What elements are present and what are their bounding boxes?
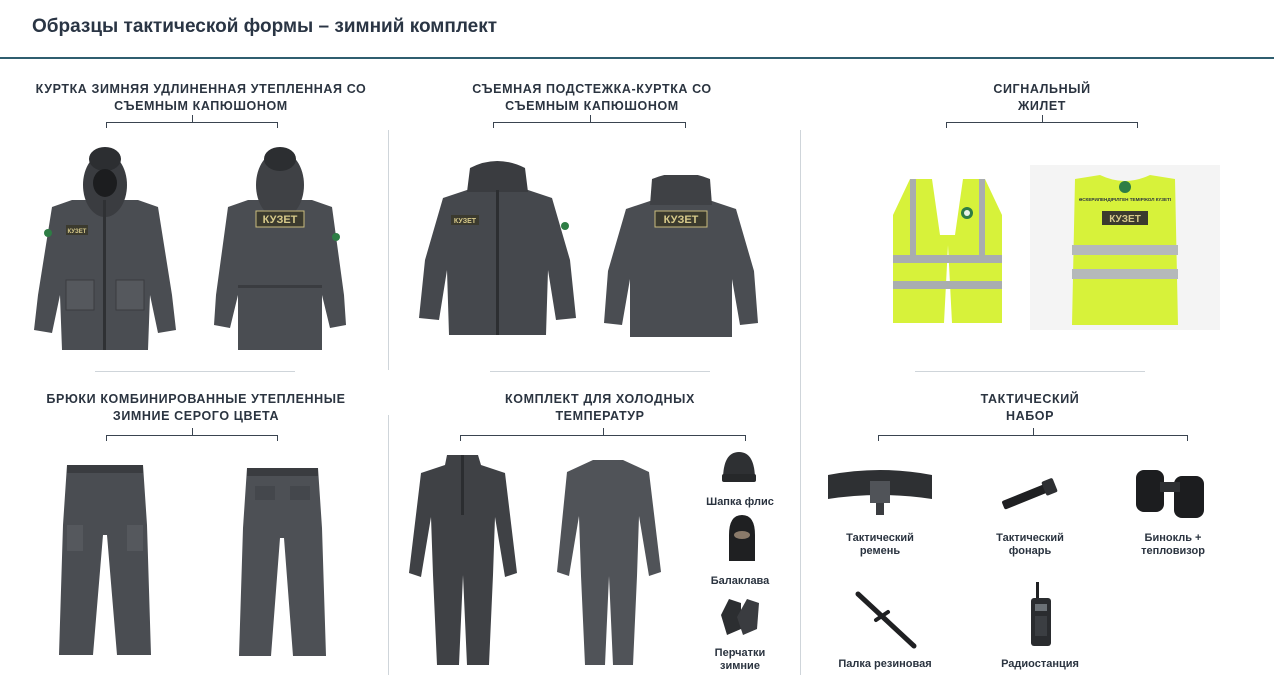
jacket-front-image	[30, 145, 180, 350]
row-divider-left	[95, 371, 295, 372]
thermal-base-layer-image	[553, 460, 663, 665]
radio-label: Радиостанция	[1001, 658, 1079, 670]
rubber-baton-icon	[852, 590, 920, 650]
balaclava-icon	[727, 515, 757, 565]
vest-back-image	[1030, 165, 1220, 330]
vest-back-org-text: ӘСКЕРИЛЕНДІРІЛГЕН ТЕМІРЖОЛ КҮЗЕТІ	[1078, 197, 1172, 202]
cold-bracket	[460, 435, 746, 441]
liner-front-patch-text: КУЗЕТ	[453, 218, 477, 225]
tactical-belt-icon	[824, 465, 936, 520]
jacket-bracket	[106, 122, 278, 128]
column-divider-left-bottom	[388, 415, 389, 675]
balaclava-label: Балаклава	[710, 575, 770, 587]
title-divider	[0, 57, 1274, 59]
pants-section-title: БРЮКИ КОМБИНИРОВАННЫЕ УТЕПЛЕННЫЕ ЗИМНИЕ СЕРОГО ЦВЕТА	[46, 392, 346, 423]
cold-section-title: КОМПЛЕКТ ДЛЯ ХОЛОДНЫХ ТЕМПЕРАТУР	[505, 392, 695, 423]
winter-gloves-label: Перчатки зимние	[714, 647, 766, 672]
flashlight-icon	[995, 475, 1061, 515]
binoculars-label: Бинокль + тепловизор	[1141, 532, 1205, 557]
jacket-back-image	[210, 145, 350, 350]
jacket-back-patch-text: КУЗЕТ	[262, 214, 298, 226]
page-title: Образцы тактической формы – зимний комплект	[32, 16, 498, 37]
row-divider-right	[915, 371, 1145, 372]
rubber-baton-label: Палка резиновая	[838, 658, 932, 670]
row-divider-mid	[490, 371, 710, 372]
tactical-belt-label: Тактический ремень	[846, 532, 914, 557]
vest-back-patch-text: КУЗЕТ	[1109, 214, 1141, 225]
vest-bracket	[946, 122, 1138, 128]
fleece-hat-label: Шапка флис	[706, 496, 774, 508]
jacket-front-patch-text: КУЗЕТ	[67, 229, 87, 235]
tactical-bracket	[878, 435, 1188, 441]
jacket-section-title: КУРТКА ЗИМНЯЯ УДЛИНЕННАЯ УТЕПЛЕННАЯ СО СЪЕМНЫМ КАПЮШОНОМ	[35, 82, 367, 113]
pants-back-image	[235, 468, 330, 660]
pants-bracket	[106, 435, 278, 441]
pants-front-image	[55, 465, 155, 660]
flashlight-label: Тактический фонарь	[996, 532, 1064, 557]
winter-gloves-icon	[717, 595, 763, 637]
column-divider-left	[388, 130, 389, 370]
liner-back-patch-text: КУЗЕТ	[663, 214, 699, 226]
binoculars-icon	[1130, 460, 1212, 522]
vest-section-title: СИГНАЛЬНЫЙ ЖИЛЕТ	[993, 82, 1091, 113]
liner-bracket	[493, 122, 686, 128]
tactical-section-title: ТАКТИЧЕСКИЙ НАБОР	[980, 392, 1080, 423]
fleece-hat-icon	[719, 450, 759, 484]
column-divider-right	[800, 130, 801, 675]
liner-front-image	[415, 160, 580, 335]
liner-back-image	[600, 175, 762, 337]
vest-front-image	[890, 175, 1005, 325]
thermal-top-zip-image	[405, 455, 520, 665]
liner-section-title: СЪЕМНАЯ ПОДСТЕЖКА-КУРТКА СО СЪЕМНЫМ КАПЮШОНОМ	[472, 82, 712, 113]
radio-icon	[1028, 582, 1054, 648]
